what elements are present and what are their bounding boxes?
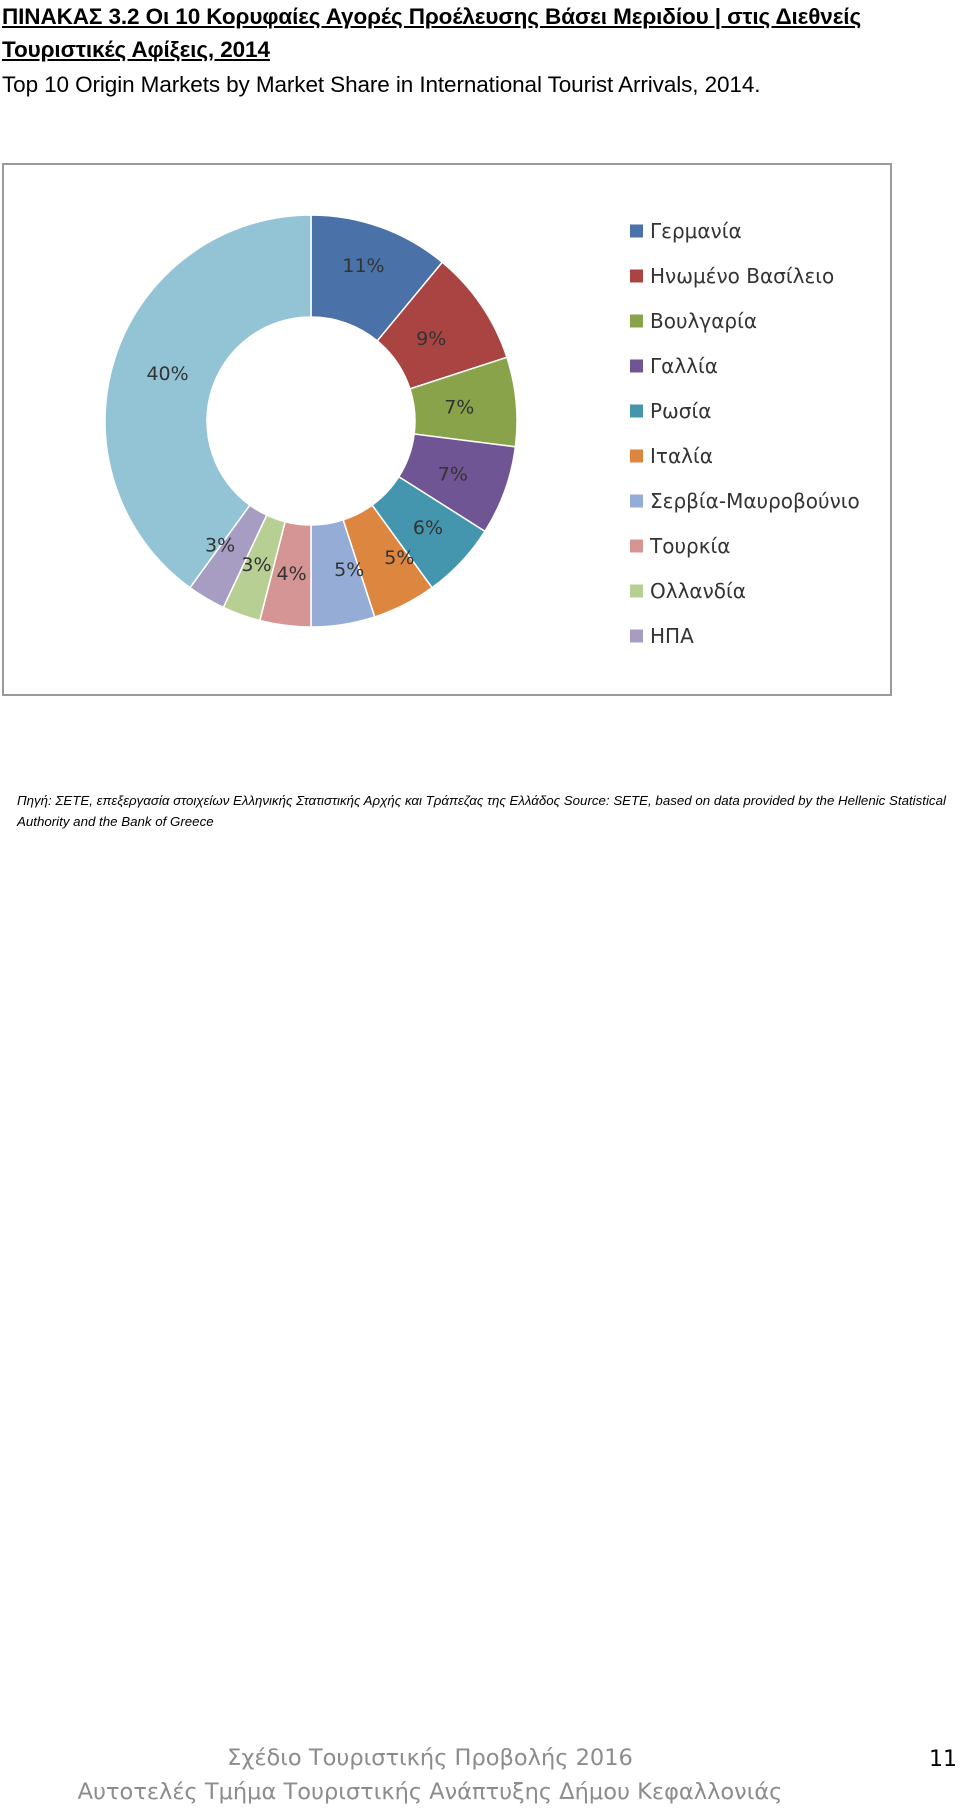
legend-swatch-4 [630, 360, 643, 373]
slice-label-6: 5% [384, 547, 415, 570]
legend-item-5 [630, 399, 711, 423]
legend-item-2 [630, 264, 834, 288]
page-heading [2, 0, 958, 66]
legend-swatch-5 [630, 405, 643, 418]
legend-label-7: Σερβία-Μαυροβούνιο [650, 489, 860, 513]
legend-item-7 [630, 489, 860, 513]
legend-label-6: Ιταλία [650, 444, 713, 468]
legend-swatch-7 [630, 495, 643, 508]
page-subheading: Top 10 Origin Markets by Market Share in International Tourist Arrivals, 2014. [2, 72, 761, 97]
legend-label-4: Γαλλία [650, 354, 718, 378]
source-note: Πηγή: ΣΕΤΕ, επεξεργασία στοιχείων Ελληνικής Στατιστικής Αρχής και Τράπεζας της Ελλάδος Source: SETE, based on data provided by the Hellenic Statistical Authority and the Bank of Greece [17, 793, 946, 829]
slice-label-9: 3% [241, 553, 272, 576]
legend-item-4 [630, 354, 718, 378]
donut-chart [4, 165, 890, 694]
slice-label-11: 40% [146, 363, 189, 386]
legend-item-6 [630, 444, 713, 468]
legend-swatch-9 [630, 585, 643, 598]
heading-line-2: Τουριστικές Αφίξεις, 2014 [2, 37, 270, 62]
heading-line-1: ΠΙΝΑΚΑΣ 3.2 Οι 10 Κορυφαίες Αγορές Προέλευσης Βάσει Μεριδίου | στις Διεθνείς [2, 4, 862, 29]
slice-label-2: 9% [416, 327, 447, 350]
legend-swatch-6 [630, 450, 643, 463]
legend-item-1 [630, 219, 742, 243]
footer-plan-title: Σχέδιο Τουριστικής Προβολής 2016 [227, 1745, 633, 1771]
legend-label-9: Ολλανδία [650, 579, 746, 603]
legend-label-10: ΗΠΑ [650, 624, 694, 648]
legend-label-5: Ρωσία [650, 399, 712, 423]
legend-label-3: Βουλγαρία [650, 309, 758, 333]
slice-label-3: 7% [444, 396, 475, 419]
legend-item-3 [630, 309, 757, 333]
legend-swatch-10 [630, 630, 643, 643]
legend-swatch-1 [630, 225, 643, 238]
slice-label-4: 7% [437, 463, 468, 486]
legend-swatch-3 [630, 315, 643, 328]
slice-label-8: 4% [276, 562, 307, 585]
legend-item-8 [630, 534, 730, 558]
legend-label-1: Γερμανία [650, 219, 742, 243]
legend-item-9 [630, 579, 746, 603]
legend-label-8: Τουρκία [650, 534, 731, 558]
footer-department: Αυτοτελές Τμήμα Τουριστικής Ανάπτυξης Δήμου Κεφαλλονιάς [77, 1779, 783, 1805]
slice-label-7: 5% [334, 559, 365, 582]
donut-chart-frame [2, 163, 892, 696]
legend-swatch-8 [630, 540, 643, 553]
legend-label-2: Ηνωμένο Βασίλειο [650, 264, 835, 288]
page-number: 11 [929, 1747, 957, 1772]
slice-label-5: 6% [412, 517, 444, 540]
slice-label-10: 3% [205, 534, 236, 557]
legend-swatch-2 [630, 270, 643, 283]
legend-item-10 [630, 624, 694, 648]
slice-label-1: 11% [342, 255, 385, 278]
